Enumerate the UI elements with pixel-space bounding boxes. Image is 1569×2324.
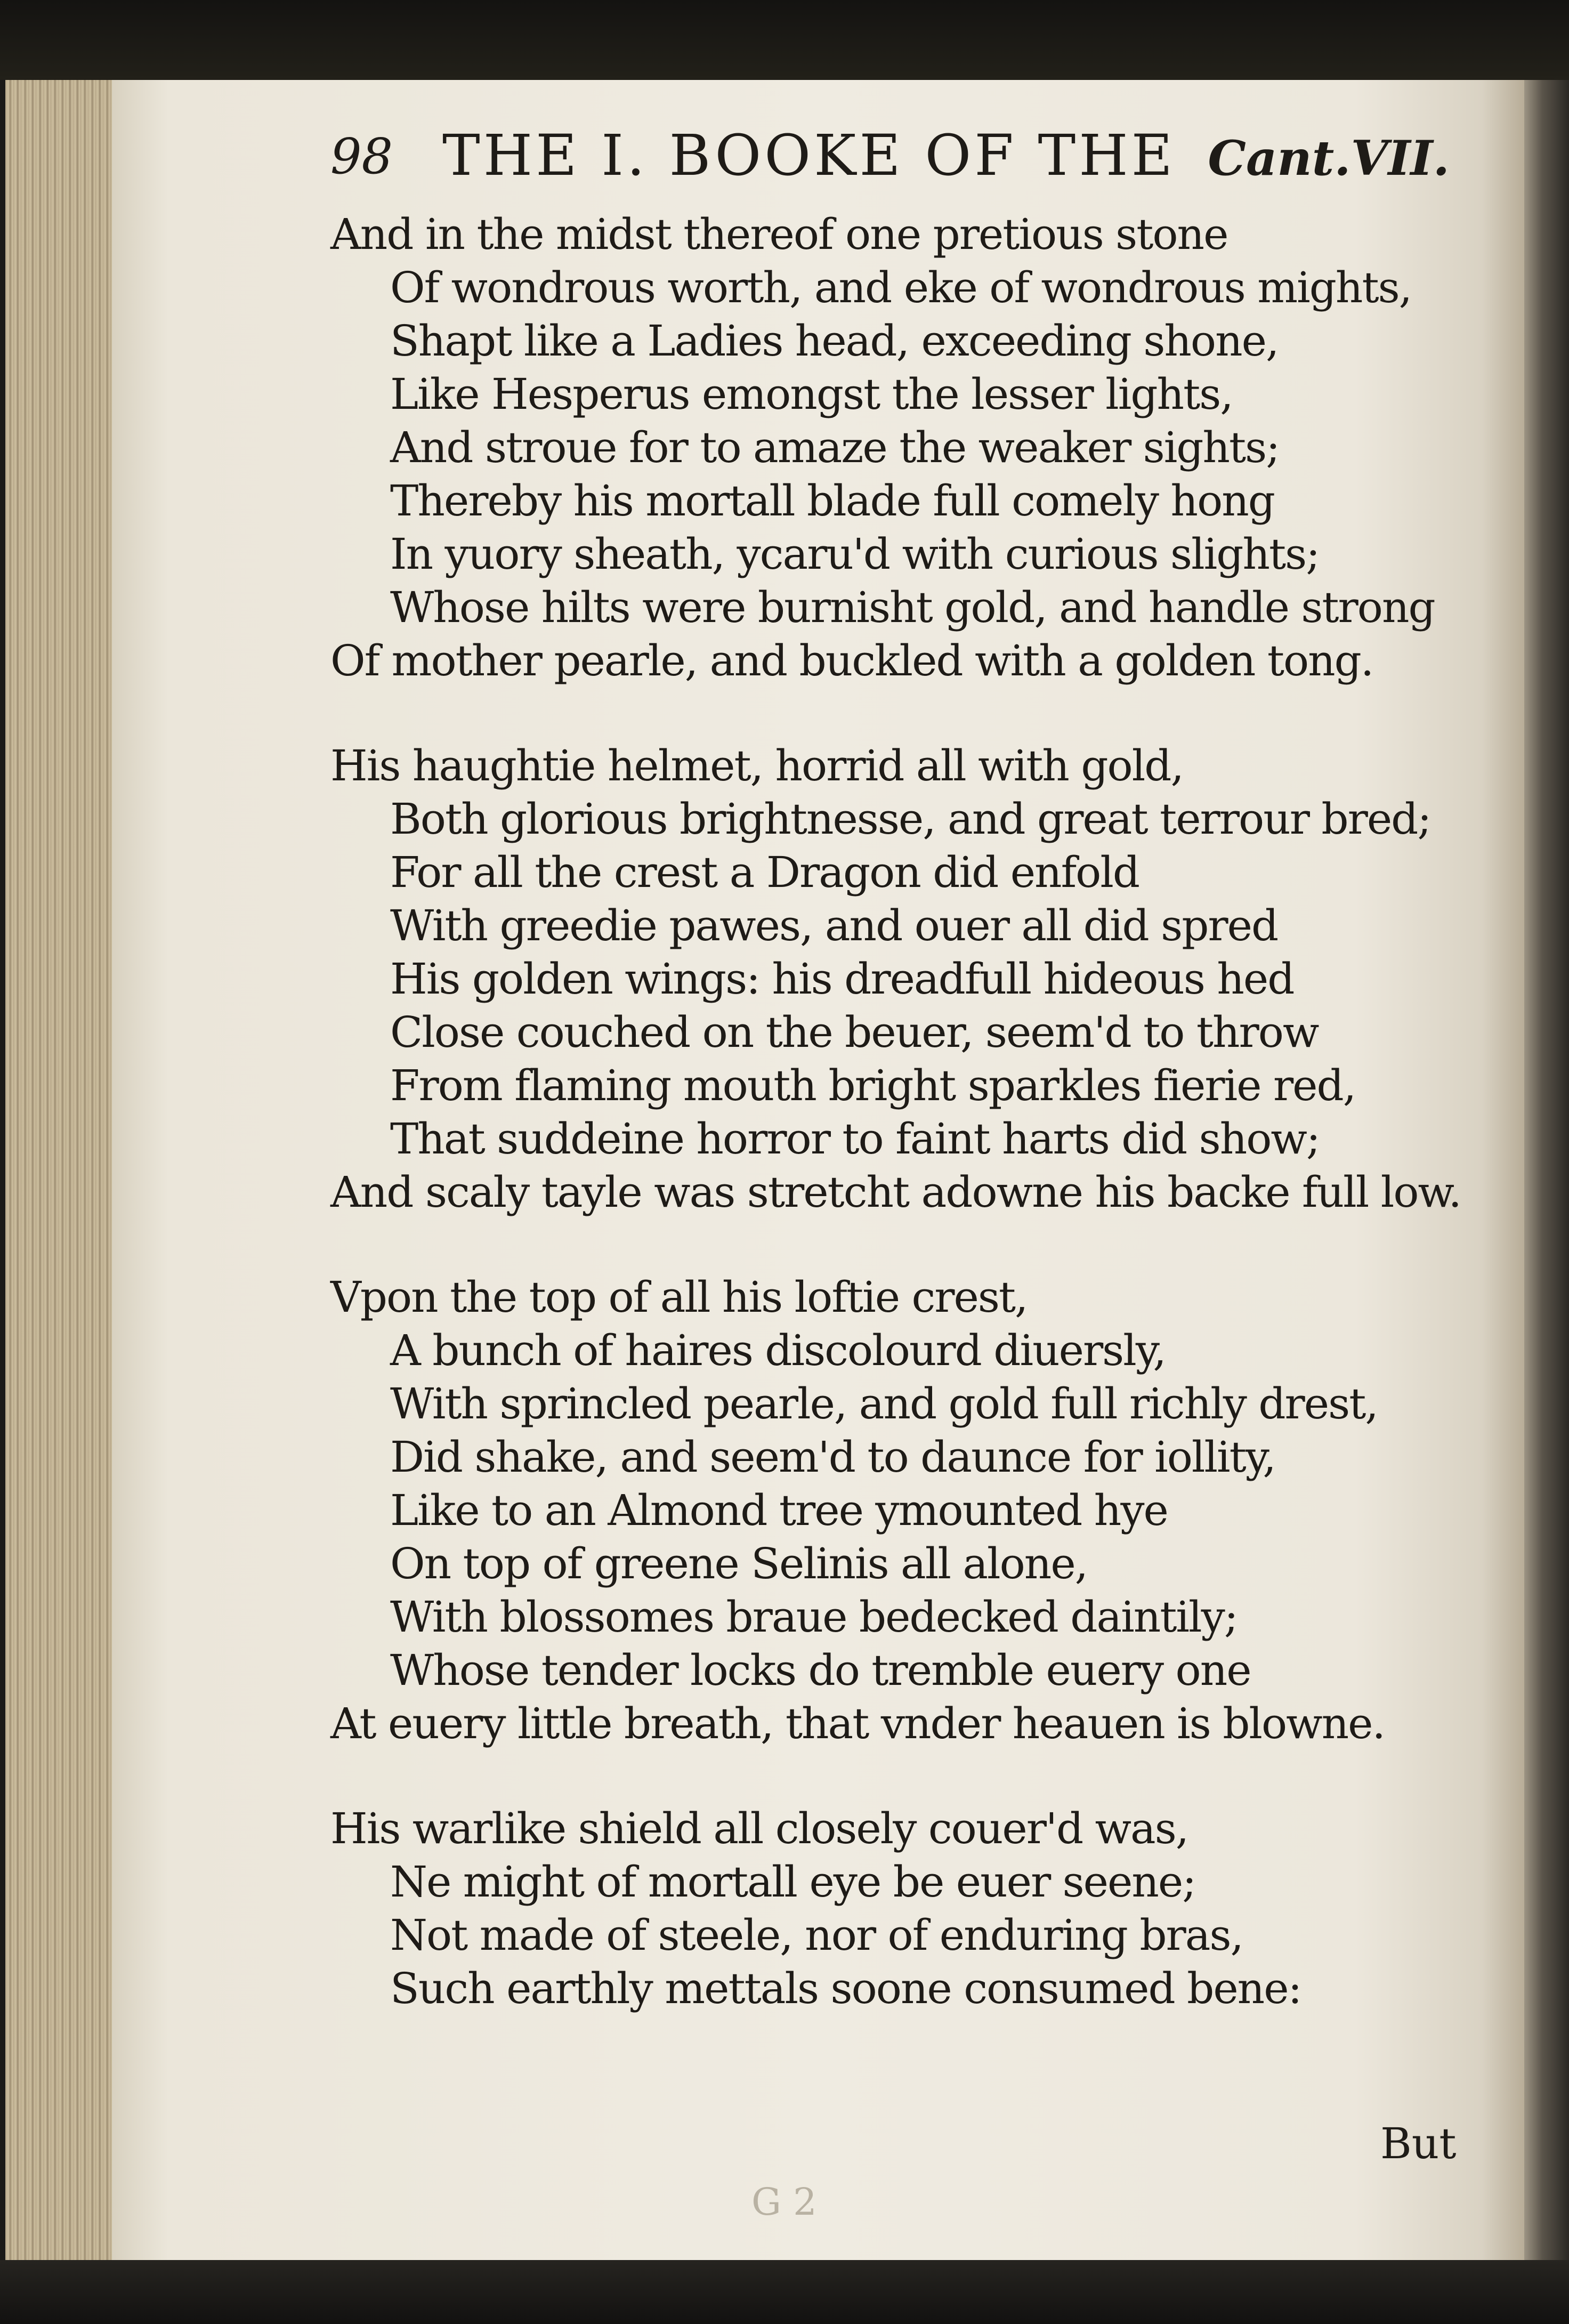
signature-mark: G 2 (751, 2180, 817, 2224)
running-title: THE I. BOOKE OF THE (442, 123, 1176, 188)
bottom-shadow (0, 2260, 1569, 2324)
verse-line: And in the midst thereof one pretious stone (330, 209, 1228, 259)
catchword: But (1380, 2119, 1457, 2168)
verse-line: His golden wings: his dreadfull hideous hed (390, 954, 1294, 1004)
right-edge (1524, 80, 1569, 2292)
verse-line: Not made of steele, nor of enduring bras, (390, 1910, 1243, 1960)
verse-line: And scaly tayle was stretcht adowne his backe full low. (330, 1167, 1461, 1217)
verse-line: Like Hesperus emongst the lesser lights, (390, 369, 1233, 419)
verse-line: Of mother pearle, and buckled with a golden tong. (330, 636, 1373, 685)
verse-line: His haughtie helmet, horrid all with gold, (330, 741, 1183, 790)
verse-line: Close couched on the beuer, seem'd to throw (390, 1007, 1319, 1057)
verse-line: Whose hilts were burnisht gold, and handle strong (390, 583, 1435, 632)
verse-line: From flaming mouth bright sparkles fierie red, (390, 1061, 1356, 1110)
canto-label: Cant.VII. (1208, 130, 1450, 187)
stanza-3 (330, 1271, 1476, 1750)
verse-line: That suddeine horror to faint harts did show; (390, 1114, 1320, 1164)
verse-line: His warlike shield all closely couer'd was, (330, 1804, 1188, 1853)
page-edges (5, 80, 114, 2292)
verse-line: With greedie pawes, and ouer all did spred (390, 901, 1278, 950)
verse-line: With sprincled pearle, and gold full richly drest, (390, 1379, 1378, 1429)
verse-line: In yuory sheath, ycaru'd with curious slights; (390, 529, 1320, 579)
stanza-1 (330, 208, 1476, 688)
stanza-4 (330, 1802, 1476, 2015)
verse-line: Vpon the top of all his loftie crest, (330, 1272, 1028, 1322)
verse-line: A bunch of haires discolourd diuersly, (390, 1326, 1166, 1375)
top-shadow (0, 0, 1569, 80)
verse-line: At euery little breath, that vnder heauen is blowne. (330, 1699, 1385, 1748)
poem-text (330, 208, 1476, 2067)
verse-line: With blossomes braue bedecked daintily; (390, 1592, 1238, 1642)
verse-line: And stroue for to amaze the weaker sights; (390, 423, 1280, 472)
verse-line: Both glorious brightnesse, and great terrour bred; (390, 794, 1431, 844)
page-number: 98 (330, 128, 393, 185)
verse-line: Such earthly mettals soone consumed bene: (390, 1964, 1301, 2013)
verse-line: Like to an Almond tree ymounted hye (390, 1486, 1168, 1535)
verse-line: Of wondrous worth, and eke of wondrous mights, (390, 263, 1412, 312)
verse-line: Did shake, and seem'd to daunce for iollity, (390, 1432, 1275, 1482)
verse-line: For all the crest a Dragon did enfold (390, 848, 1139, 897)
verse-line: Ne might of mortall eye be euer seene; (390, 1857, 1196, 1907)
verse-line: Shapt like a Ladies head, exceeding shone, (390, 316, 1279, 366)
verse-line: Thereby his mortall blade full comely hong (390, 476, 1274, 526)
running-header (330, 123, 1450, 197)
verse-line: On top of greene Selinis all alone, (390, 1539, 1088, 1588)
verse-line: Whose tender locks do tremble euery one (390, 1645, 1251, 1695)
stanza-2 (330, 739, 1476, 1219)
